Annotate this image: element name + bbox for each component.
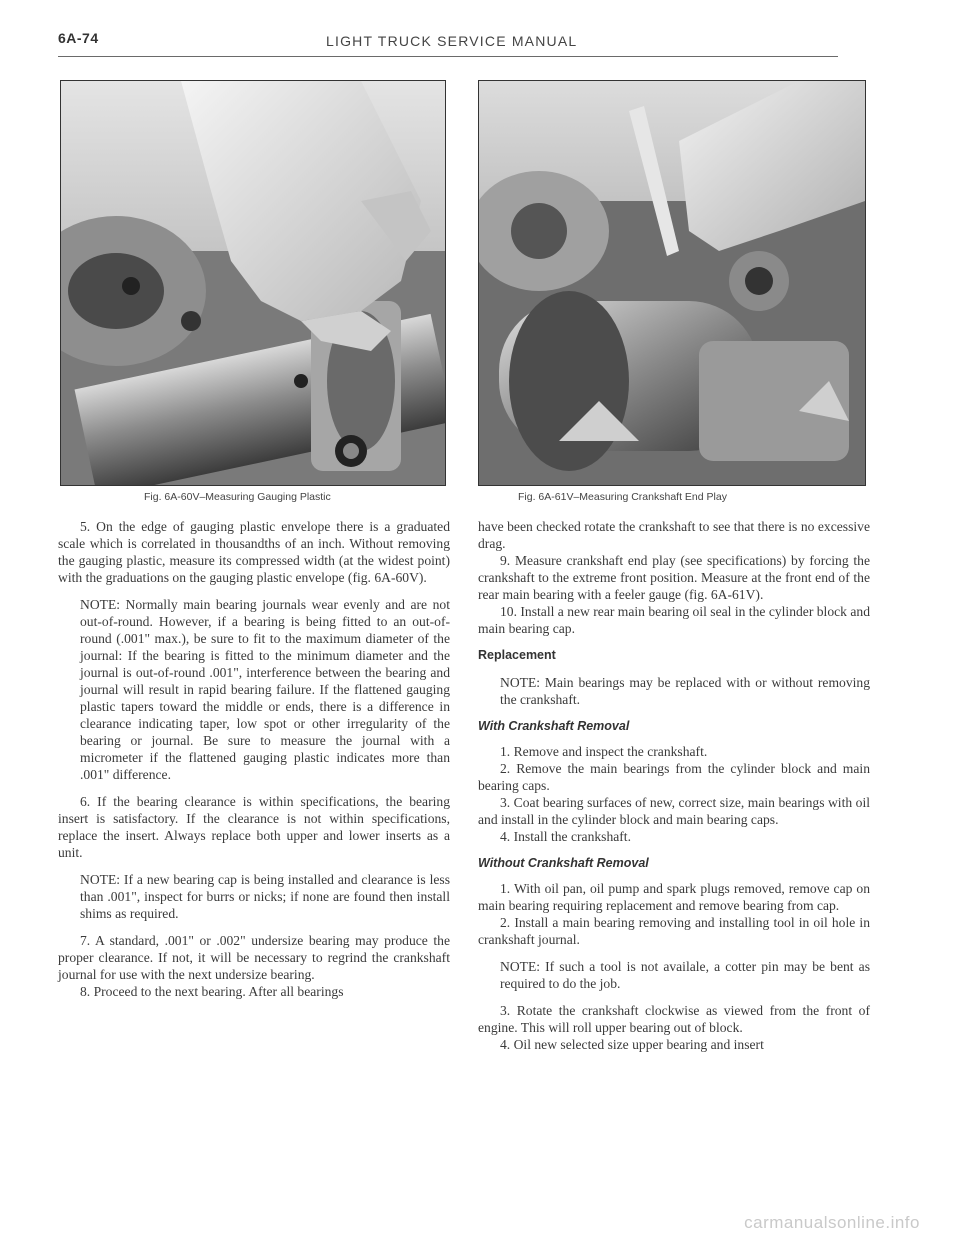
figure-caption-6a-61v: Fig. 6A-61V–Measuring Crankshaft End Play (518, 491, 727, 503)
gauging-plastic-photo (61, 81, 445, 485)
without-note: NOTE: If such a tool is not availale, a cotter pin may be bent as required to do the job. (500, 959, 870, 991)
page-header (58, 28, 838, 57)
step-5: 5. On the edge of gauging plastic envelope there is a graduated scale which is correlated in thousandths of an inch. Without removing the gauging plastic, measure its compressed width (at the widest point) with the graduations on the gauging plastic envelope (fig. 6A-60V). (58, 519, 450, 585)
with-step: 2. Remove the main bearings from the cylinder block and main bearing caps. (478, 761, 870, 793)
right-column (478, 518, 870, 1053)
page-number: 6A-74 (58, 30, 99, 46)
figure-6a-60v-photo (60, 80, 446, 486)
without-crankshaft-removal-heading: Without Crankshaft Removal (478, 856, 649, 870)
without-step: 4. Oil new selected size upper bearing and insert (500, 1037, 764, 1052)
crankshaft-end-play-photo (479, 81, 865, 485)
without-step: 1. With oil pan, oil pump and spark plugs removed, remove cap on main bearing requiring replacement and remove bearing from cap. (478, 881, 870, 913)
continued-text: have been checked rotate the crankshaft to see that there is no excessive drag. (478, 519, 870, 551)
without-step: 3. Rotate the crankshaft clockwise as viewed from the front of engine. This will roll upper bearing out of block. (478, 1003, 870, 1035)
step-6: 6. If the bearing clearance is within specifications, the bearing insert is satisfactory. If the clearance is not within specifications, replace the insert. Always replace both upper and lower inserts as a unit. (58, 794, 450, 860)
note-new-bearing-cap: NOTE: If a new bearing cap is being installed and clearance is less than .001", inspect for burrs or nicks; if none are found then install shims as required. (80, 872, 450, 921)
step-7: 7. A standard, .001" or .002" undersize bearing may produce the proper clearance. If not, it will be necessary to regrind the crankshaft journal for use with the next undersize bearing. (58, 933, 450, 982)
with-step: 3. Coat bearing surfaces of new, correct size, main bearings with oil and install in the cylinder block and main bearing caps. (478, 795, 870, 827)
figure-6a-61v-photo (478, 80, 866, 486)
with-step: 4. Install the crankshaft. (500, 829, 631, 844)
step-8: 8. Proceed to the next bearing. After all bearings (80, 984, 344, 999)
step-10: 10. Install a new rear main bearing oil seal in the cylinder block and main bearing cap. (478, 604, 870, 636)
running-title: LIGHT TRUCK SERVICE MANUAL (326, 33, 578, 49)
left-column (58, 518, 450, 1000)
note-out-of-round: NOTE: Normally main bearing journals wear evenly and are not out-of-round. However, if a bearing is being fitted to an out-of-round (.001" max.), be sure to fit to the maximum diameter of the journal: If the bearing is fitted to the minimum diameter and the journal is out-of-round .001", interference between the bearing and journal will result in rapid bearing failure. If the flattened gauging plastic tapers toward the middle or ends, there is a difference in clearance indicating taper, low spot or other irregularity of the bearing or journal. Be sure to measure the journal with a micrometer if the flattened gauging plastic indicates more than .001" difference. (80, 597, 450, 782)
watermark: carmanualsonline.info (744, 1213, 920, 1232)
with-crankshaft-removal-heading: With Crankshaft Removal (478, 719, 630, 733)
without-step: 2. Install a main bearing removing and installing tool in oil hole in crankshaft journal. (478, 915, 870, 947)
figure-caption-6a-60v: Fig. 6A-60V–Measuring Gauging Plastic (144, 491, 331, 503)
step-9: 9. Measure crankshaft end play (see specifications) by forcing the crankshaft to the extreme front position. Measure at the front end of the rear main bearing with a feeler gauge (fig. 6A-61V). (478, 553, 870, 602)
replacement-heading: Replacement (478, 648, 556, 662)
with-step: 1. Remove and inspect the crankshaft. (500, 744, 708, 759)
replacement-note: NOTE: Main bearings may be replaced with or without removing the crankshaft. (500, 675, 870, 707)
